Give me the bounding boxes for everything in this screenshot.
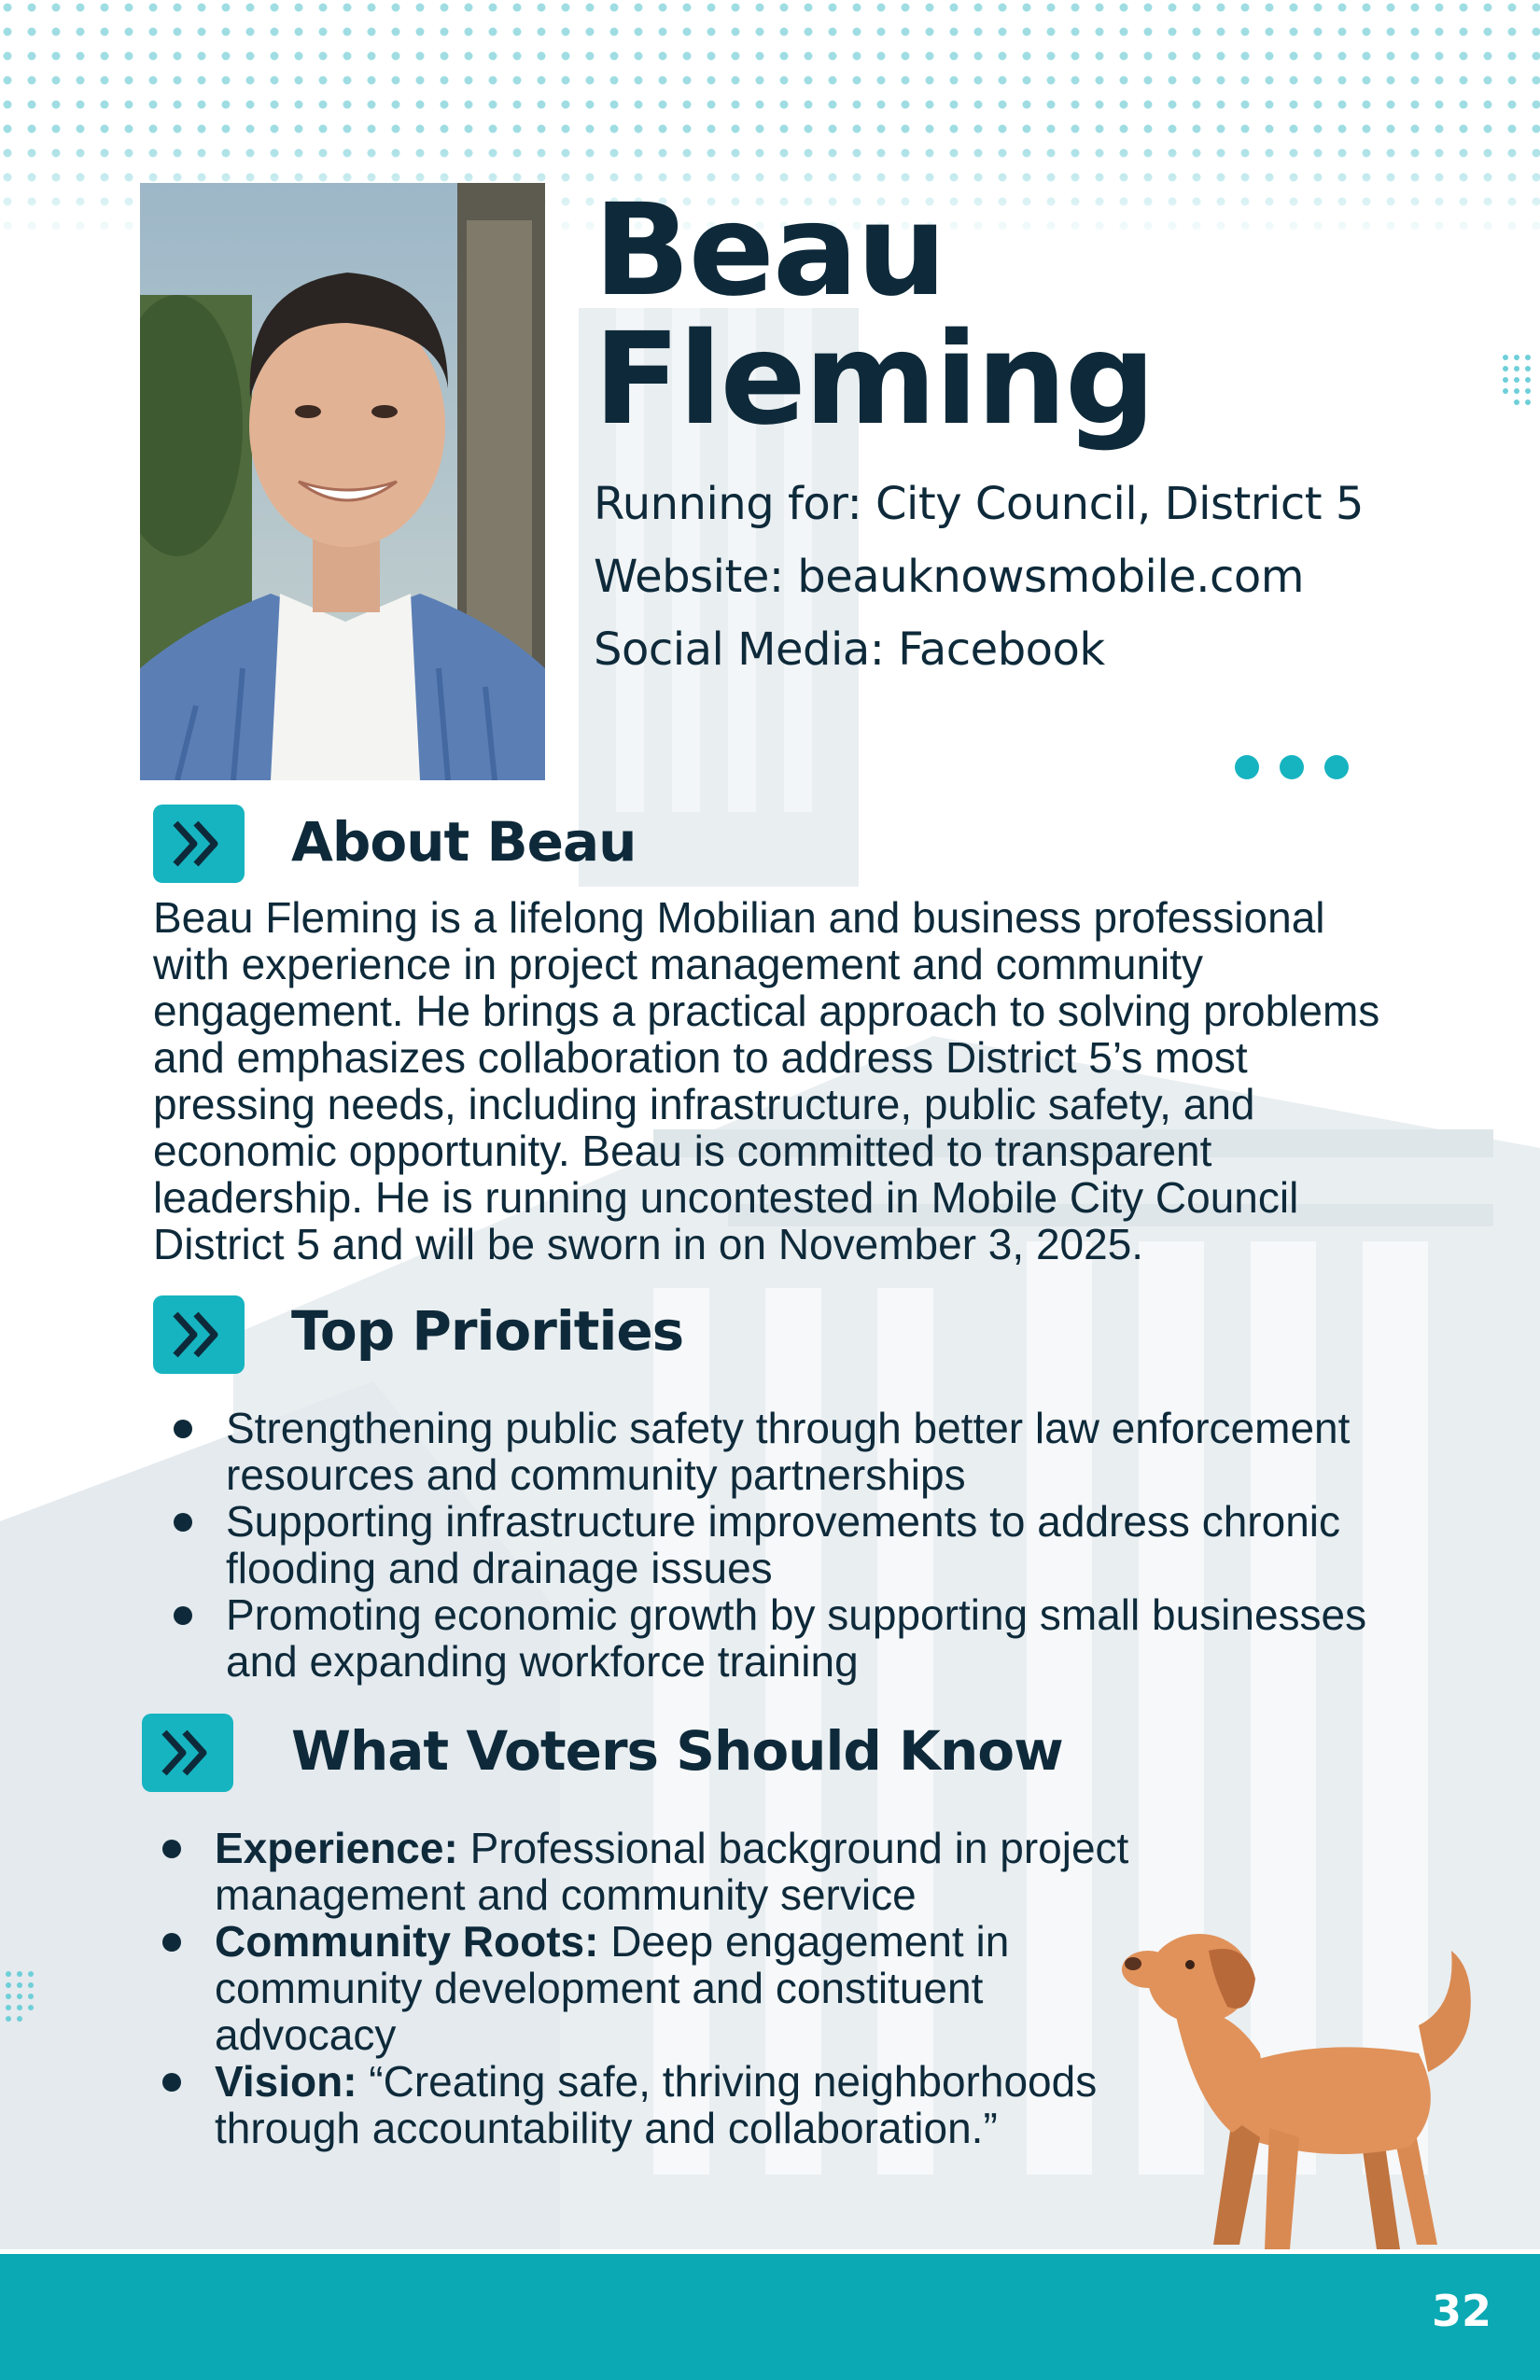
chevron-double-right-icon	[142, 1714, 233, 1792]
voters-list	[215, 1825, 1129, 2151]
decorative-three-dots	[1232, 752, 1353, 786]
bullet-icon	[174, 1513, 192, 1532]
decorative-dot-cluster-left	[4, 1969, 37, 2025]
priority-text: Strengthening public safety through better law enforcement resources and community partnerships	[226, 1404, 1351, 1499]
bullet-icon	[162, 2073, 181, 2092]
about-text	[153, 894, 1404, 1267]
priorities-heading: Top Priorities	[291, 1299, 684, 1363]
item-label: Experience:	[215, 1824, 458, 1872]
voters-heading: What Voters Should Know	[291, 1719, 1063, 1783]
list-item	[215, 1918, 1129, 2058]
dog-illustration	[1120, 1913, 1493, 2259]
candidate-name	[594, 177, 1155, 454]
about-paragraph: Beau Fleming is a lifelong Mobilian and business professional with experience in project management and community engagement. He brings a practical approach to solving problems and emphasizes collaboration to address District 5’s most pressing needs, including infrastructure, public safety, and economic opportunity. Beau is committed to transparent leadership. He is running uncontested in Mobile City Council District 5 and will be sworn in on November 3, 2025.	[153, 893, 1380, 1268]
page-number: 32	[1431, 2286, 1491, 2336]
bullet-icon	[174, 1606, 192, 1625]
list-item	[215, 2058, 1129, 2151]
bullet-icon	[162, 1840, 181, 1858]
bullet-icon	[162, 1933, 181, 1952]
item-text: Professional background in project management and community service	[215, 1824, 1129, 1919]
priorities-list	[226, 1405, 1439, 1685]
about-heading: About Beau	[291, 810, 637, 874]
item-text: Deep engagement in community development and constituent advocacy	[215, 1917, 1010, 2059]
footer-bar	[0, 2254, 1540, 2380]
list-item	[215, 1825, 1129, 1918]
candidate-last-name: Fleming	[594, 306, 1155, 454]
bullet-icon	[174, 1420, 192, 1438]
candidate-photo	[140, 183, 545, 780]
item-text: “Creating safe, thriving neighborhoods through accountability and collaboration.”	[215, 2057, 1098, 2152]
list-item	[226, 1591, 1439, 1685]
website: Website: beauknowsmobile.com	[594, 551, 1305, 603]
priority-text: Supporting infrastructure improvements to address chronic flooding and drainage issues	[226, 1497, 1341, 1592]
item-label: Community Roots:	[215, 1917, 599, 1966]
priority-text: Promoting economic growth by supporting small businesses and expanding workforce training	[226, 1590, 1367, 1686]
chevron-double-right-icon	[153, 1295, 245, 1374]
chevron-double-right-icon	[153, 805, 245, 883]
candidate-first-name: Beau	[594, 177, 945, 325]
list-item	[226, 1498, 1439, 1591]
item-label: Vision:	[215, 2057, 357, 2106]
social-media: Social Media: Facebook	[594, 623, 1105, 676]
list-item	[226, 1405, 1439, 1498]
running-for: Running for: City Council, District 5	[594, 478, 1364, 530]
decorative-dot-cluster-right	[1501, 353, 1534, 409]
